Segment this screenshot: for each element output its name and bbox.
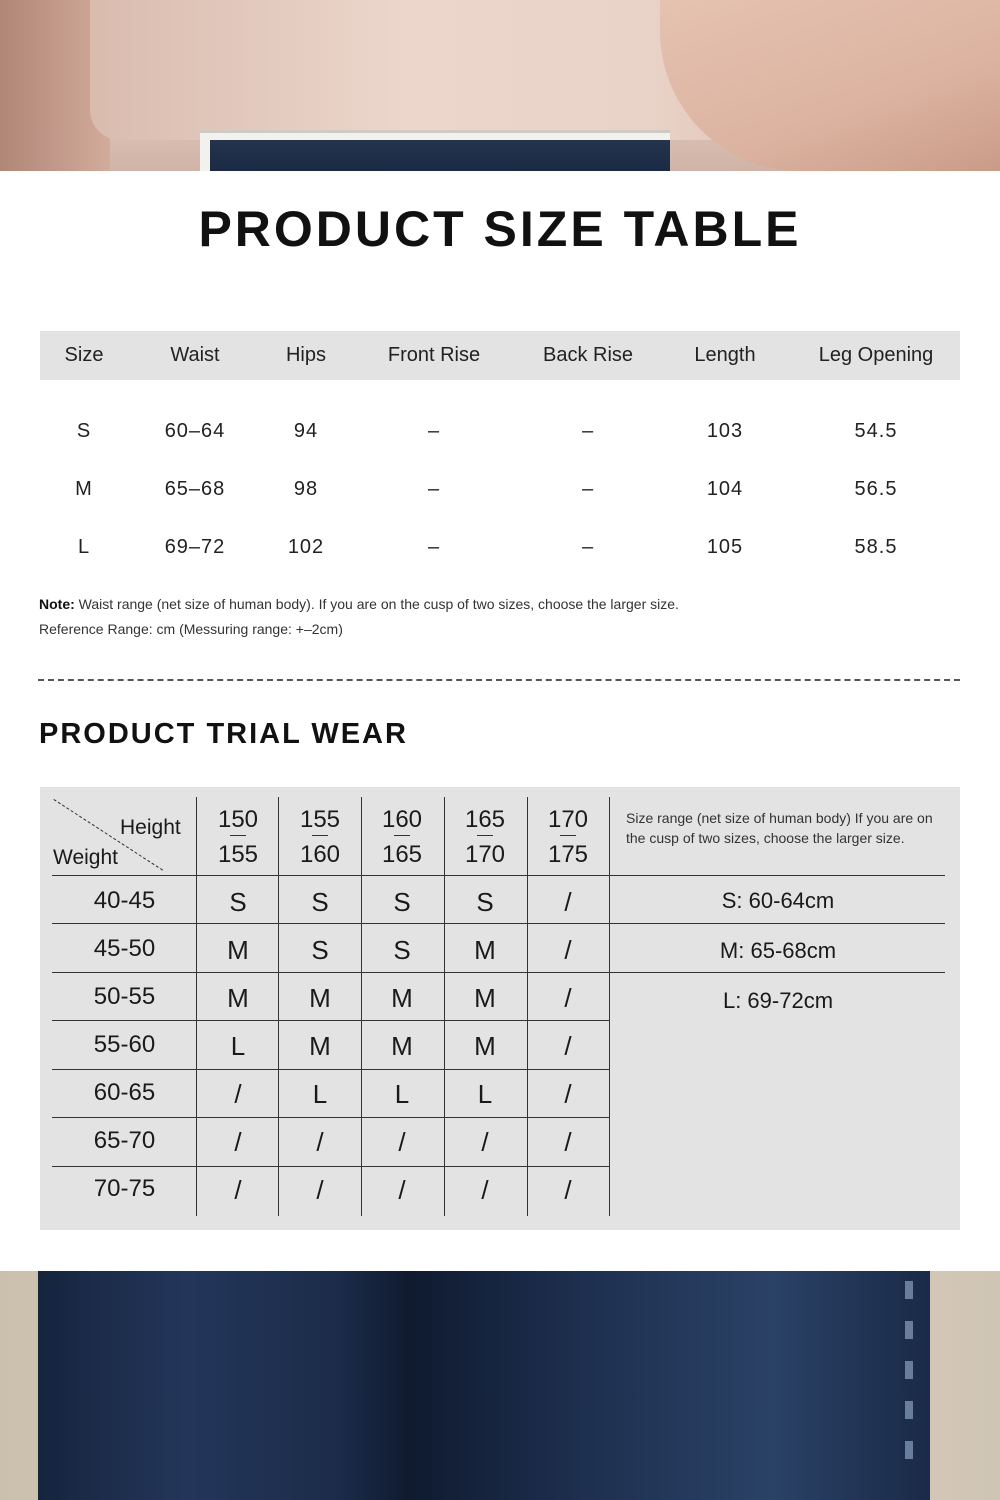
cell-leg-opening: 54.5	[854, 420, 898, 442]
size-cell: L	[312, 1079, 328, 1109]
header-waist: Waist	[170, 344, 220, 366]
cell-back-rise: –	[581, 536, 595, 558]
size-cell: L	[230, 1031, 246, 1061]
size-cell: S	[229, 887, 247, 917]
size-cell: /	[316, 1175, 324, 1205]
weight-label: 50-55	[93, 983, 156, 1010]
size-cell: /	[564, 1079, 572, 1109]
cell-hips: 94	[293, 420, 319, 442]
top-product-photo	[0, 0, 1000, 171]
weight-label: 55-60	[93, 1031, 156, 1058]
size-cell: M	[474, 983, 496, 1013]
grid-line	[52, 1166, 610, 1167]
size-cell: /	[564, 1031, 572, 1061]
grid-line	[52, 875, 945, 876]
height-header	[197, 801, 279, 873]
size-cell: /	[398, 1175, 406, 1205]
page-title: PRODUCT SIZE TABLE	[198, 201, 802, 257]
header-leg-opening: Leg Opening	[818, 344, 934, 366]
size-cell: M	[309, 1031, 331, 1061]
grid-line	[609, 797, 610, 1216]
size-cell: M	[474, 1031, 496, 1061]
grid-line	[52, 972, 945, 973]
weight-label: 70-75	[93, 1175, 156, 1202]
note-text: Waist range (net size of human body). If you are on the cusp of two sizes, choose the larger size.	[74, 596, 679, 612]
height-from: 170	[547, 806, 589, 833]
weight-label: 40-45	[93, 887, 156, 914]
cell-waist: 69–72	[164, 536, 226, 558]
height-from: 150	[217, 806, 259, 833]
cell-waist: 60–64	[164, 420, 226, 442]
size-cell: S	[476, 887, 494, 917]
grid-line	[52, 1069, 610, 1070]
cell-leg-opening: 58.5	[854, 536, 898, 558]
height-from: 160	[381, 806, 423, 833]
size-cell: M	[309, 983, 331, 1013]
grid-line	[52, 923, 945, 924]
height-to: 175	[547, 841, 589, 868]
range-l: L: 69-72cm	[722, 988, 834, 1013]
photo-side-seam	[905, 1281, 913, 1481]
trial-wear-title: PRODUCT TRIAL WEAR	[39, 718, 408, 750]
size-cell: /	[481, 1127, 489, 1157]
cell-leg-opening: 56.5	[854, 478, 898, 500]
size-cell: /	[398, 1127, 406, 1157]
header-length: Length	[694, 344, 756, 366]
height-from: 155	[299, 806, 341, 833]
size-cell: S	[393, 887, 411, 917]
height-to: 155	[217, 841, 259, 868]
size-cell: M	[227, 935, 249, 965]
cell-back-rise: –	[581, 420, 595, 442]
size-cell: /	[481, 1175, 489, 1205]
height-from: 165	[464, 806, 506, 833]
weight-label: 45-50	[93, 935, 156, 962]
photo-arm	[660, 0, 1000, 171]
size-cell: M	[227, 983, 249, 1013]
size-cell: /	[564, 983, 572, 1013]
size-cell: /	[564, 935, 572, 965]
height-to: 160	[299, 841, 341, 868]
size-cell: M	[391, 1031, 413, 1061]
trial-size-note: Size range (net size of human body) If you are on the cusp of two sizes, choose the larger size.	[626, 810, 933, 846]
header-back-rise: Back Rise	[542, 344, 634, 366]
size-cell: S	[311, 935, 329, 965]
bottom-product-photo	[0, 1271, 1000, 1500]
photo-denim-leg-right	[404, 1271, 930, 1500]
size-cell: /	[234, 1079, 242, 1109]
cell-hips: 102	[287, 536, 325, 558]
size-cell: L	[477, 1079, 493, 1109]
size-table-header	[40, 331, 960, 380]
cell-front-rise: –	[427, 420, 441, 442]
photo-denim-leg-left	[38, 1271, 408, 1500]
height-header	[279, 801, 361, 873]
size-cell: S	[311, 887, 329, 917]
cell-size: L	[77, 536, 91, 558]
height-header	[361, 801, 443, 873]
size-cell: /	[234, 1175, 242, 1205]
cell-size: M	[75, 478, 93, 500]
reference-range-note: Reference Range: cm (Messuring range: +–2cm)	[39, 621, 343, 637]
cell-front-rise: –	[427, 478, 441, 500]
note-label: Note:	[39, 596, 75, 612]
cell-back-rise: –	[581, 478, 595, 500]
cell-waist: 65–68	[164, 478, 226, 500]
size-cell: /	[564, 1127, 572, 1157]
table-row	[40, 536, 960, 566]
grid-line	[52, 1020, 610, 1021]
cell-length: 105	[706, 536, 744, 558]
table-row	[40, 420, 960, 450]
size-cell: /	[316, 1127, 324, 1157]
corner-weight-label: Weight	[53, 846, 118, 869]
section-divider	[38, 679, 960, 681]
size-cell: M	[474, 935, 496, 965]
size-cell: /	[564, 1175, 572, 1205]
range-s: S: 60-64cm	[721, 888, 835, 913]
cell-length: 104	[706, 478, 744, 500]
height-header	[527, 801, 609, 873]
header-size: Size	[64, 344, 104, 366]
table-row	[40, 478, 960, 508]
cell-size: S	[76, 420, 92, 442]
size-cell: /	[564, 887, 572, 917]
header-front-rise: Front Rise	[387, 344, 481, 366]
trial-wear-table	[40, 787, 960, 1230]
cell-hips: 98	[293, 478, 319, 500]
cell-front-rise: –	[427, 536, 441, 558]
weight-label: 60-65	[93, 1079, 156, 1106]
weight-label: 65-70	[93, 1127, 156, 1154]
height-header	[444, 801, 526, 873]
size-cell: /	[234, 1127, 242, 1157]
corner-height-label: Height	[120, 816, 181, 839]
height-to: 170	[464, 841, 506, 868]
size-cell: S	[393, 935, 411, 965]
cell-length: 103	[706, 420, 744, 442]
size-cell: L	[394, 1079, 410, 1109]
photo-denim-waist	[210, 140, 670, 171]
size-cell: M	[391, 983, 413, 1013]
grid-line	[52, 1117, 610, 1118]
header-hips: Hips	[285, 344, 326, 366]
size-note	[39, 596, 679, 612]
range-m: M: 65-68cm	[719, 938, 837, 963]
height-to: 165	[381, 841, 423, 868]
